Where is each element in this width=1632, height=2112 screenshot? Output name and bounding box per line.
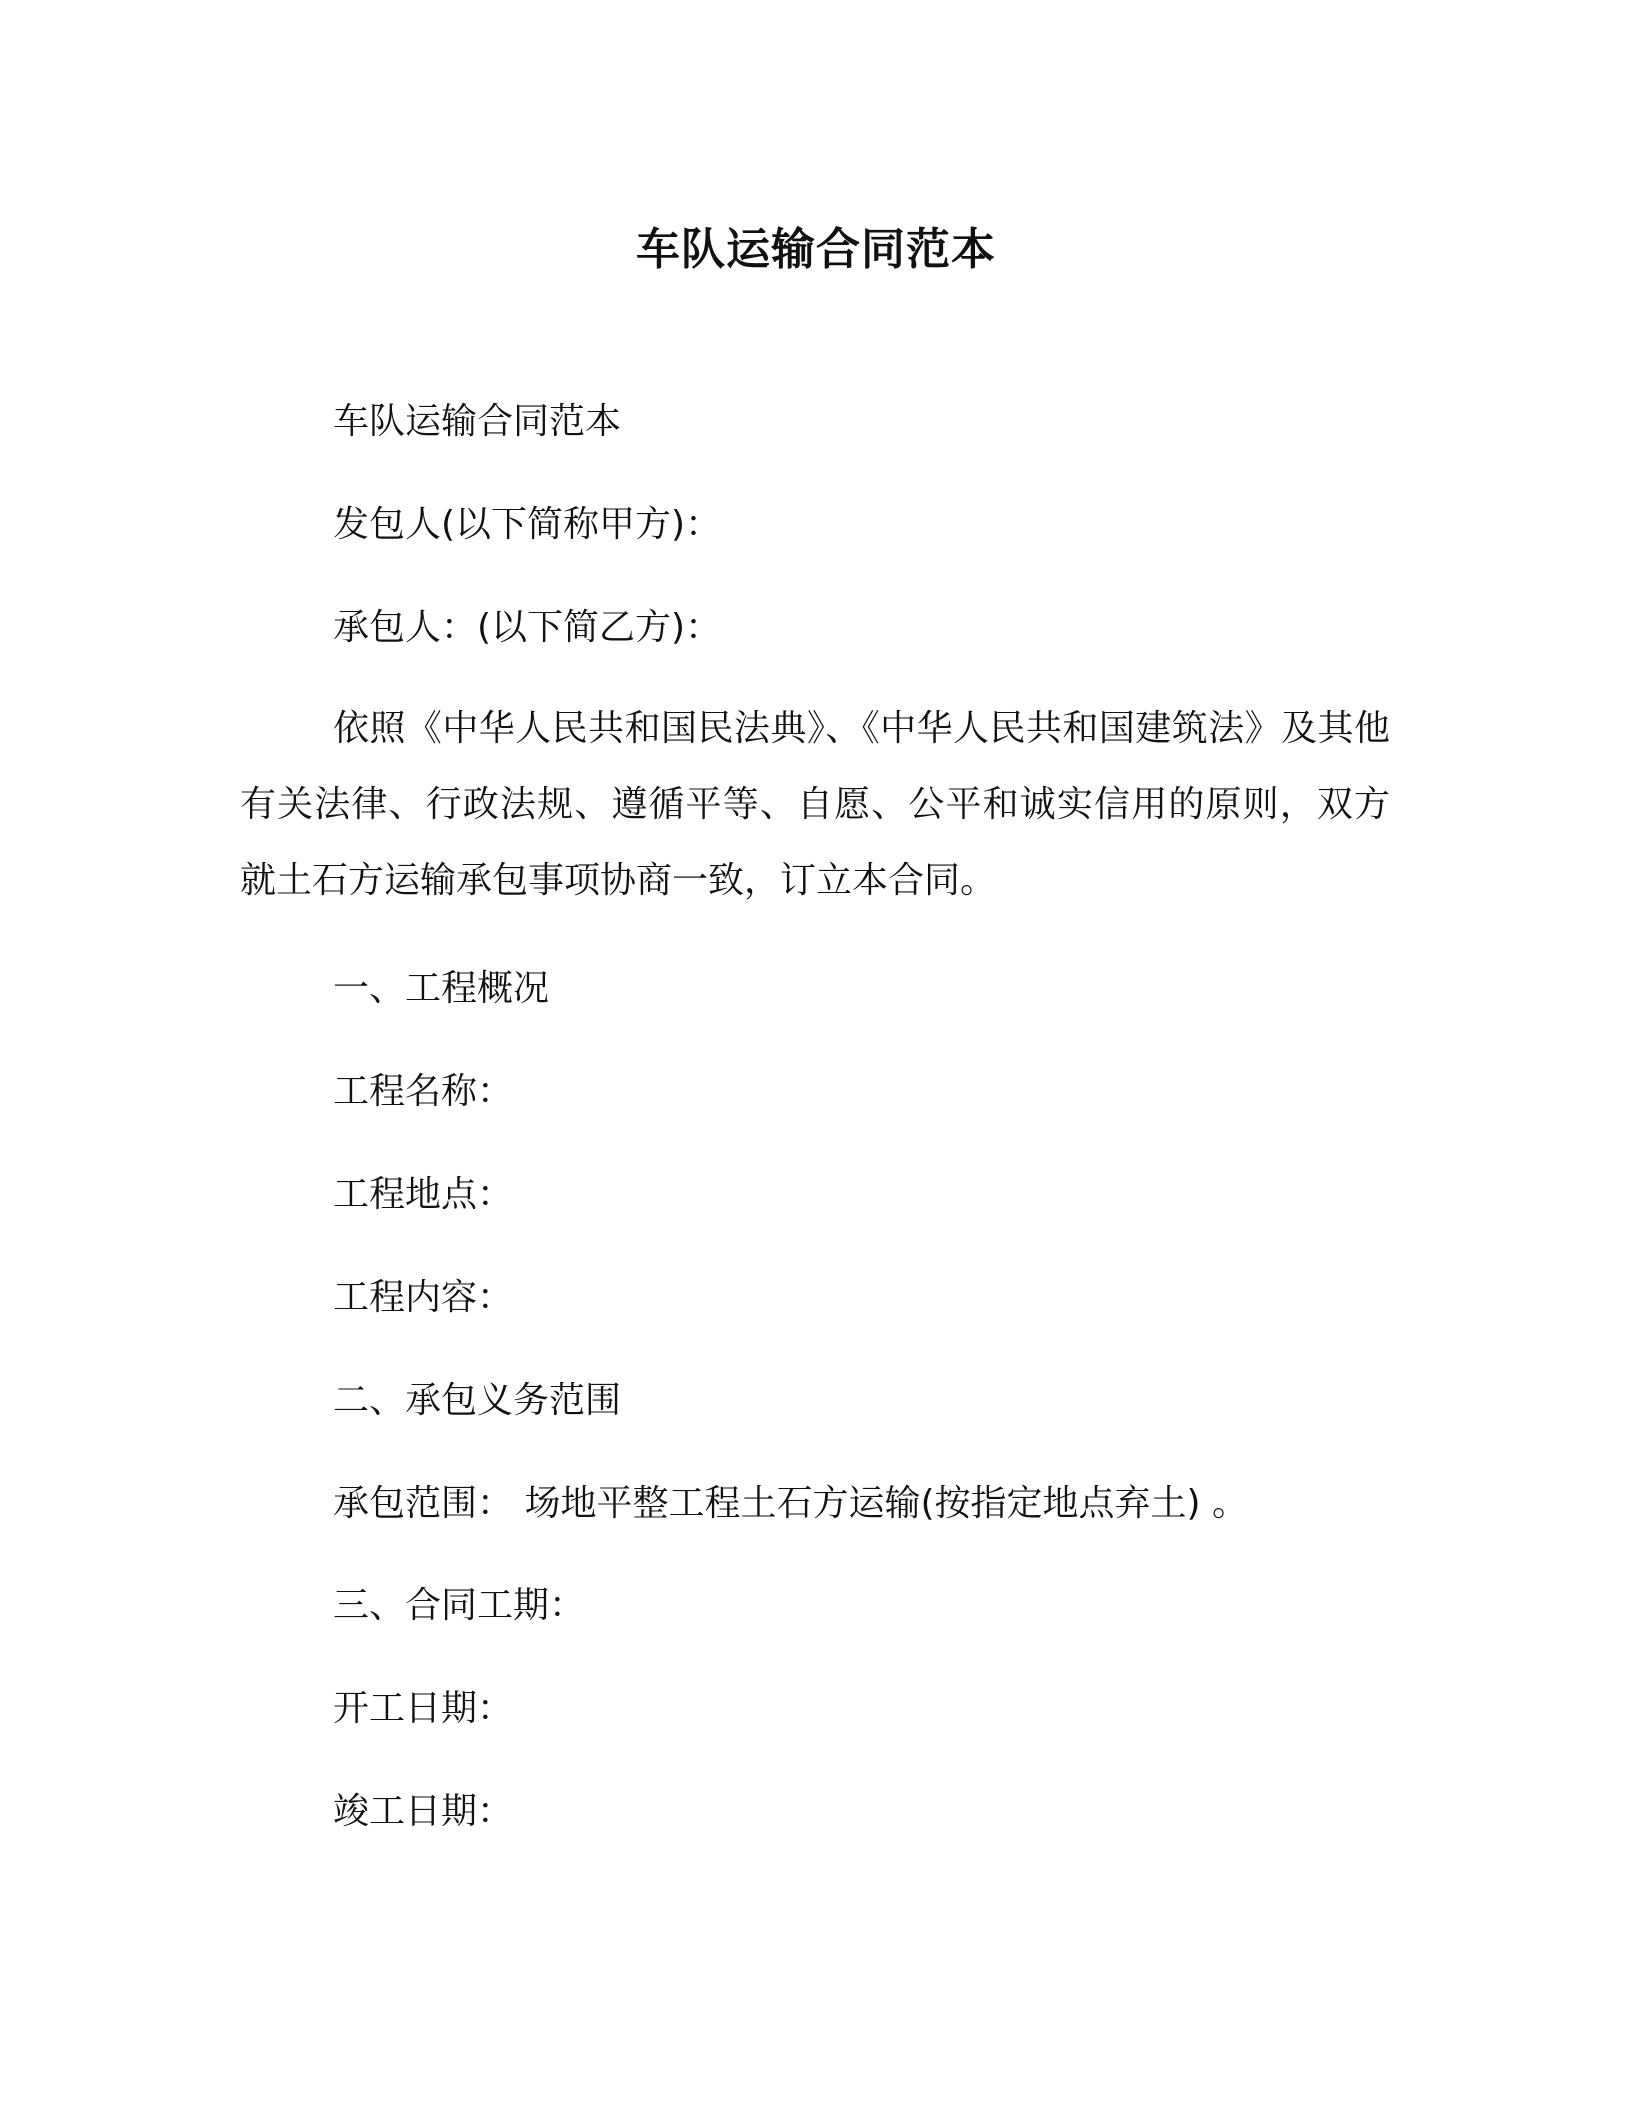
section2-heading: 二、承包义务范围: [333, 1380, 622, 1421]
section3-heading: 三、合同工期：: [333, 1585, 586, 1626]
start-date-line: 开工日期：: [333, 1688, 514, 1729]
preamble-paragraph: 依照《中华人民共和国民法典》、《中华人民共和国建筑法》及其他有关法律、行政法规、遵循平等、自愿、公平和诚实信用的原则，双方就土石方运输承包事项协商一致，订立本合同。: [240, 708, 1390, 901]
section1-heading: 一、工程概况: [333, 968, 550, 1009]
project-name-line: 工程名称：: [333, 1071, 514, 1112]
party-a-line: 发包人(以下简称甲方)：: [333, 504, 722, 545]
document-title: 车队运输合同范本: [636, 224, 996, 275]
party-b-line: 承包人：(以下简乙方)：: [333, 607, 722, 648]
end-date-line: 竣工日期：: [333, 1791, 514, 1832]
project-content-line: 工程内容：: [333, 1277, 514, 1318]
scope-line: 承包范围： 场地平整工程土石方运输(按指定地点弃土) 。: [333, 1483, 1248, 1524]
project-location-line: 工程地点：: [333, 1174, 514, 1215]
document-subtitle: 车队运输合同范本: [333, 401, 622, 442]
